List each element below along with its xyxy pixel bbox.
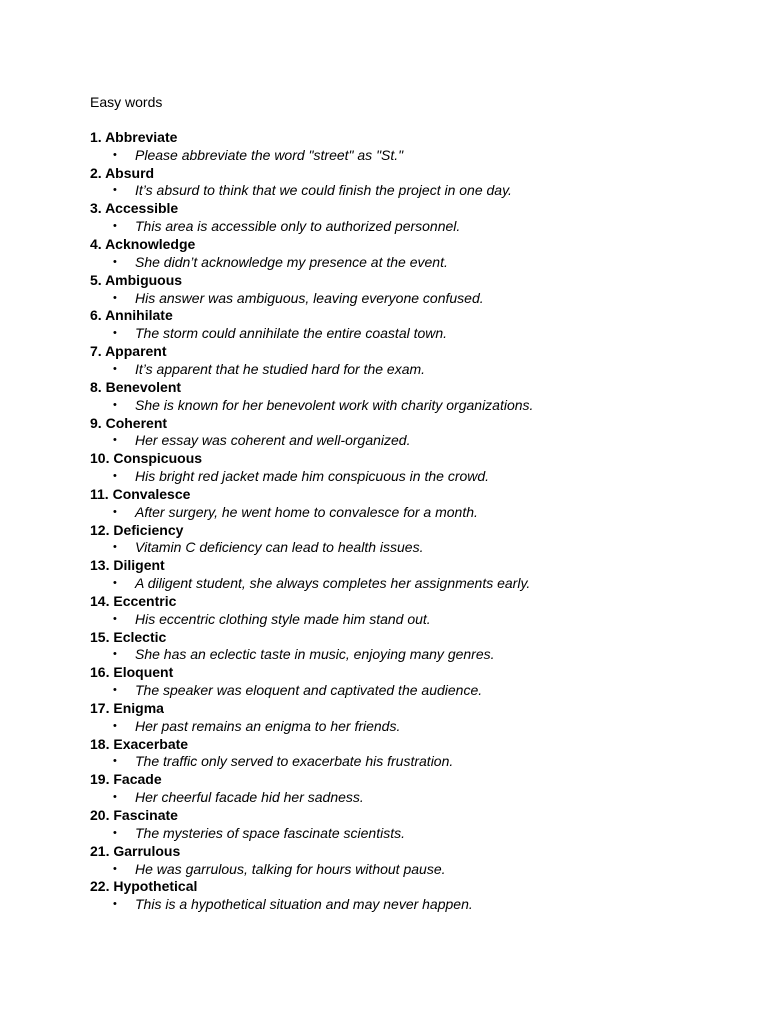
- example-list: [90, 218, 730, 236]
- word-number: 18.: [90, 735, 110, 752]
- example-text: It’s apparent that he studied hard for the exam.: [135, 360, 426, 377]
- word-heading: [90, 415, 730, 433]
- example-list: [90, 182, 730, 200]
- word-entry: [90, 700, 730, 736]
- bullet-icon: •: [113, 291, 117, 304]
- word-term: Fascinate: [113, 807, 178, 824]
- word-term: Enigma: [113, 700, 164, 716]
- example-sentence: [90, 575, 730, 593]
- bullet-icon: •: [113, 148, 117, 161]
- word-entry: [90, 664, 730, 700]
- example-list: [90, 397, 730, 415]
- example-list: [90, 682, 730, 700]
- bullet-icon: •: [113, 648, 117, 661]
- word-entry: [90, 629, 730, 665]
- word-entry: [90, 771, 730, 807]
- word-term: Deficiency: [113, 521, 184, 538]
- word-number: 8.: [90, 378, 102, 395]
- word-entry: [90, 165, 730, 201]
- bullet-icon: •: [113, 577, 117, 590]
- bullet-icon: •: [113, 719, 117, 732]
- bullet-icon: •: [113, 612, 117, 625]
- word-number: 22.: [90, 878, 110, 895]
- word-term: Hypothetical: [113, 878, 198, 895]
- example-list: [90, 468, 730, 486]
- example-text: He was garrulous, talking for hours without pause.: [135, 860, 446, 877]
- example-text: She has an eclectic taste in music, enjoying many genres.: [135, 646, 495, 663]
- word-term: Annihilate: [105, 307, 173, 324]
- example-list: [90, 147, 730, 165]
- word-term: Facade: [113, 771, 162, 788]
- word-heading: [90, 807, 730, 825]
- example-sentence: [90, 254, 730, 272]
- word-heading: [90, 129, 730, 147]
- word-entry: [90, 129, 730, 165]
- word-term: Eclectic: [113, 628, 167, 645]
- example-list: [90, 611, 730, 629]
- word-number: 9.: [90, 414, 102, 431]
- word-entry: [90, 307, 730, 343]
- word-entry: [90, 736, 730, 772]
- word-heading: [90, 700, 730, 718]
- word-entry: [90, 807, 730, 843]
- example-sentence: [90, 432, 730, 450]
- example-text: The speaker was eloquent and captivated the audience.: [135, 682, 483, 699]
- bullet-icon: •: [113, 541, 117, 554]
- example-text: The traffic only served to exacerbate his frustration.: [135, 753, 454, 770]
- example-sentence: [90, 218, 730, 236]
- bullet-icon: •: [113, 327, 117, 340]
- word-heading: [90, 236, 730, 254]
- example-text: It’s absurd to think that we could finish the project in one day.: [135, 182, 512, 199]
- word-number: 17.: [90, 700, 110, 716]
- bullet-icon: •: [113, 398, 117, 411]
- word-number: 10.: [90, 450, 110, 467]
- word-number: 20.: [90, 807, 110, 824]
- bullet-icon: •: [113, 684, 117, 697]
- word-entry: [90, 200, 730, 236]
- example-text: Vitamin C deficiency can lead to health issues.: [135, 539, 424, 556]
- word-number: 1.: [90, 129, 102, 145]
- example-text: His eccentric clothing style made him stand out.: [135, 610, 431, 627]
- word-heading: [90, 593, 730, 611]
- example-sentence: [90, 182, 730, 200]
- example-list: [90, 504, 730, 522]
- example-text: After surgery, he went home to convalesce for a month.: [135, 503, 478, 520]
- word-term: Garrulous: [113, 842, 181, 859]
- example-sentence: [90, 753, 730, 771]
- document-title: Easy words: [90, 94, 163, 110]
- word-term: Diligent: [113, 557, 165, 574]
- word-heading: [90, 771, 730, 789]
- bullet-icon: •: [113, 434, 117, 447]
- word-heading: [90, 486, 730, 504]
- example-list: [90, 896, 730, 914]
- word-term: Eloquent: [113, 664, 174, 681]
- word-number: 15.: [90, 628, 110, 645]
- word-term: Eccentric: [113, 592, 177, 609]
- example-text: She didn’t acknowledge my presence at the event.: [135, 253, 448, 270]
- bullet-icon: •: [113, 862, 117, 875]
- example-sentence: [90, 861, 730, 879]
- example-list: [90, 861, 730, 879]
- document-page: [90, 94, 730, 914]
- word-heading: [90, 843, 730, 861]
- bullet-icon: •: [113, 505, 117, 518]
- example-text: Her essay was coherent and well-organized.: [135, 432, 411, 449]
- word-entry: [90, 557, 730, 593]
- word-heading: [90, 664, 730, 682]
- word-number: 4.: [90, 236, 102, 253]
- example-text: His answer was ambiguous, leaving everyone confused.: [135, 289, 484, 306]
- word-term: Ambiguous: [105, 271, 183, 288]
- example-text: A diligent student, she always completes her assignments early.: [135, 575, 531, 592]
- word-term: Accessible: [105, 200, 179, 217]
- word-entry: [90, 272, 730, 308]
- word-term: Acknowledge: [105, 236, 196, 253]
- word-heading: [90, 736, 730, 754]
- word-number: 5.: [90, 271, 102, 288]
- example-list: [90, 646, 730, 664]
- word-number: 2.: [90, 164, 102, 181]
- word-number: 19.: [90, 771, 110, 788]
- word-list: [90, 129, 730, 914]
- bullet-icon: •: [113, 255, 117, 268]
- word-heading: [90, 878, 730, 896]
- word-number: 12.: [90, 521, 110, 538]
- word-heading: [90, 379, 730, 397]
- word-number: 14.: [90, 592, 110, 609]
- example-sentence: [90, 147, 730, 165]
- word-entry: [90, 522, 730, 558]
- example-sentence: [90, 825, 730, 843]
- example-list: [90, 432, 730, 450]
- example-sentence: [90, 539, 730, 557]
- example-list: [90, 539, 730, 557]
- example-sentence: [90, 397, 730, 415]
- word-term: Abbreviate: [105, 129, 178, 145]
- example-list: [90, 789, 730, 807]
- bullet-icon: •: [113, 791, 117, 804]
- word-heading: [90, 272, 730, 290]
- word-entry: [90, 379, 730, 415]
- example-text: His bright red jacket made him conspicuous in the crowd.: [135, 467, 490, 484]
- word-term: Absurd: [105, 164, 155, 181]
- example-list: [90, 290, 730, 308]
- word-heading: [90, 629, 730, 647]
- word-heading: [90, 450, 730, 468]
- word-heading: [90, 557, 730, 575]
- example-list: [90, 718, 730, 736]
- example-list: [90, 825, 730, 843]
- word-number: 13.: [90, 557, 110, 574]
- bullet-icon: •: [113, 755, 117, 768]
- example-sentence: [90, 682, 730, 700]
- bullet-icon: •: [113, 898, 117, 911]
- word-heading: [90, 522, 730, 540]
- word-heading: [90, 343, 730, 361]
- word-entry: [90, 486, 730, 522]
- word-entry: [90, 843, 730, 879]
- example-list: [90, 254, 730, 272]
- example-text: Her past remains an enigma to her friends.: [135, 717, 401, 734]
- word-entry: [90, 593, 730, 629]
- example-sentence: [90, 789, 730, 807]
- example-list: [90, 325, 730, 343]
- word-term: Conspicuous: [113, 450, 203, 467]
- word-heading: [90, 307, 730, 325]
- example-text: Her cheerful facade hid her sadness.: [135, 789, 364, 806]
- example-list: [90, 753, 730, 771]
- bullet-icon: •: [113, 184, 117, 197]
- example-text: This is a hypothetical situation and may never happen.: [135, 896, 473, 913]
- example-sentence: [90, 361, 730, 379]
- example-sentence: [90, 611, 730, 629]
- bullet-icon: •: [113, 826, 117, 839]
- bullet-icon: •: [113, 362, 117, 375]
- word-number: 7.: [90, 343, 102, 360]
- example-sentence: [90, 325, 730, 343]
- example-sentence: [90, 468, 730, 486]
- example-text: She is known for her benevolent work with charity organizations.: [135, 396, 534, 413]
- word-term: Coherent: [105, 414, 168, 431]
- word-number: 3.: [90, 200, 102, 217]
- word-term: Exacerbate: [113, 735, 189, 752]
- word-entry: [90, 878, 730, 914]
- example-text: The storm could annihilate the entire coastal town.: [135, 325, 448, 342]
- example-text: Please abbreviate the word "street" as "St.": [135, 146, 404, 163]
- word-term: Apparent: [105, 343, 167, 360]
- example-sentence: [90, 718, 730, 736]
- example-sentence: [90, 290, 730, 308]
- example-text: The mysteries of space fascinate scientists.: [135, 824, 405, 841]
- word-entry: [90, 450, 730, 486]
- word-number: 11.: [90, 485, 109, 502]
- word-entry: [90, 415, 730, 451]
- example-list: [90, 575, 730, 593]
- example-sentence: [90, 896, 730, 914]
- example-text: This area is accessible only to authorized personnel.: [135, 218, 461, 235]
- bullet-icon: •: [113, 469, 117, 482]
- word-heading: [90, 165, 730, 183]
- word-number: 21.: [90, 842, 110, 859]
- example-sentence: [90, 504, 730, 522]
- word-entry: [90, 343, 730, 379]
- word-heading: [90, 200, 730, 218]
- bullet-icon: •: [113, 220, 117, 233]
- word-entry: [90, 236, 730, 272]
- example-list: [90, 361, 730, 379]
- word-term: Benevolent: [105, 378, 182, 395]
- word-term: Convalesce: [112, 485, 191, 502]
- example-sentence: [90, 646, 730, 664]
- word-number: 6.: [90, 307, 102, 324]
- word-number: 16.: [90, 664, 110, 681]
